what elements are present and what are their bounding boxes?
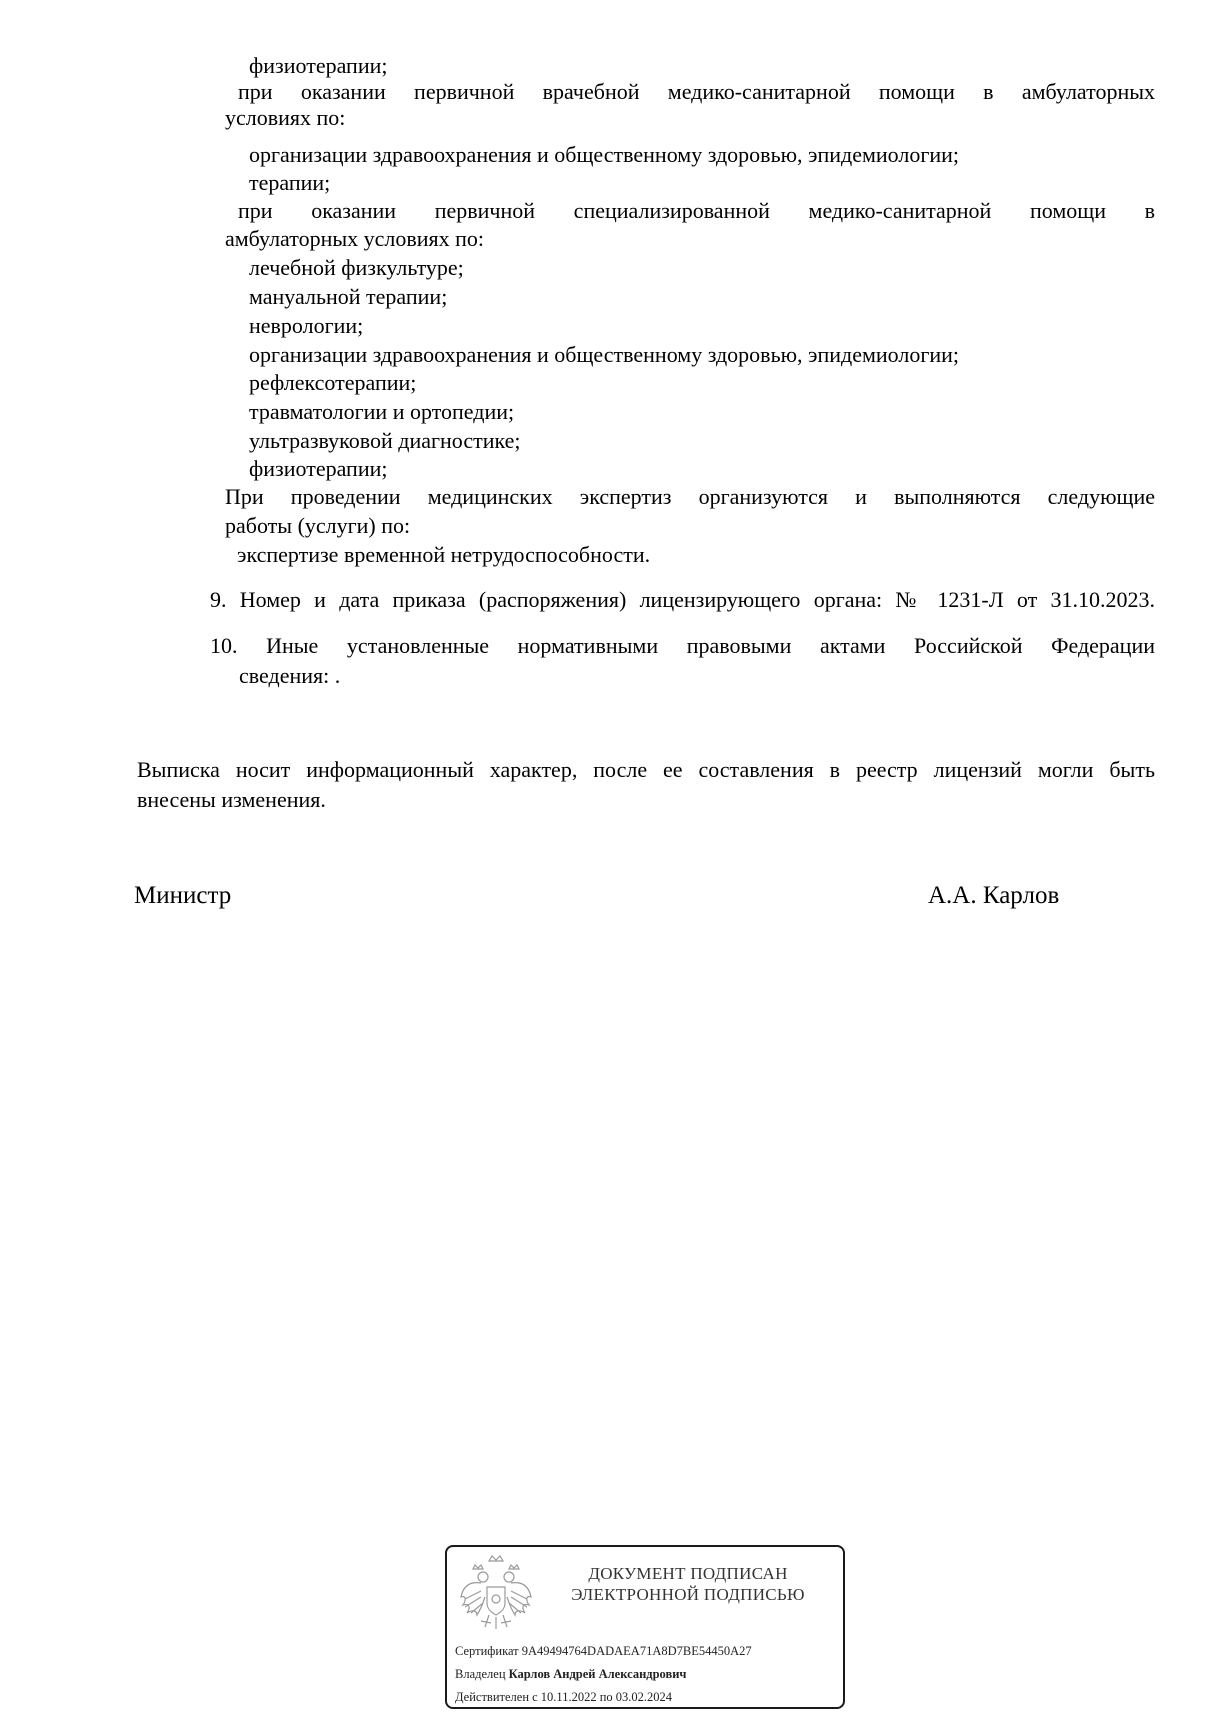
text-line-18: экспертизе временной нетрудоспособности. xyxy=(237,542,651,567)
signatory-position: Министр xyxy=(134,882,232,909)
text-line-10: неврологии; xyxy=(249,313,364,338)
owner-label: Владелец xyxy=(455,1667,506,1681)
stamp-title xyxy=(543,1563,833,1605)
item-10-line-1: 10. Иные установленные нормативными правовыми актами Российской Федерации xyxy=(210,633,1155,658)
stamp-owner xyxy=(455,1666,687,1682)
text-line-2: при оказании первичной врачебной медико-санитарной помощи в амбулаторных xyxy=(238,79,1155,104)
text-line-4: организации здравоохранения и общественному здоровью, эпидемиологии; xyxy=(249,142,960,167)
text-line-6: при оказании первичной специализированной медико-санитарной помощи в xyxy=(238,198,1155,223)
coat-of-arms-icon xyxy=(459,1553,533,1633)
owner-value: Карлов Андрей Александрович xyxy=(508,1667,687,1681)
certificate-value: 9A49494764DADAEA71A8D7BE54450A27 xyxy=(521,1644,752,1658)
text-line-8: лечебной физкультуре; xyxy=(249,255,464,280)
certificate-label: Сертификат xyxy=(455,1644,519,1658)
text-line-7: амбулаторных условиях по: xyxy=(225,226,485,251)
text-line-12: рефлексотерапии; xyxy=(249,370,417,395)
text-line-16: При проведении медицинских экспертиз организуются и выполняются следующие xyxy=(225,484,1155,509)
stamp-certificate xyxy=(455,1643,752,1659)
text-line-3: условиях по: xyxy=(225,105,346,130)
notice-line-1: Выписка носит информационный характер, после ее составления в реестр лицензий могли быть xyxy=(137,757,1155,782)
text-line-9: мануальной терапии; xyxy=(249,284,448,309)
item-9: 9. Номер и дата приказа (распоряжения) лицензирующего органа: № 1231-Л от 31.10.2023. xyxy=(210,587,1155,612)
text-line-11: организации здравоохранения и общественному здоровью, эпидемиологии; xyxy=(249,342,960,367)
stamp-validity: Действителен с 10.11.2022 по 03.02.2024 xyxy=(455,1690,673,1704)
text-line-1: физиотерапии; xyxy=(249,53,388,78)
notice-line-2: внесены изменения. xyxy=(137,787,326,812)
signatory-name: А.А. Карлов xyxy=(928,882,1060,909)
item-10-line-2: сведения: . xyxy=(239,663,341,688)
text-line-17: работы (услуги) по: xyxy=(225,513,411,538)
stamp-title-line-1: ДОКУМЕНТ ПОДПИСАН xyxy=(588,1564,788,1583)
text-line-15: физиотерапии; xyxy=(249,456,388,481)
text-line-5: терапии; xyxy=(249,170,331,195)
text-line-13: травматологии и ортопедии; xyxy=(249,399,515,424)
text-line-14: ультразвуковой диагностике; xyxy=(249,428,521,453)
stamp-title-line-2: ЭЛЕКТРОННОЙ ПОДПИСЬЮ xyxy=(571,1585,805,1604)
electronic-signature-stamp xyxy=(445,1545,845,1709)
